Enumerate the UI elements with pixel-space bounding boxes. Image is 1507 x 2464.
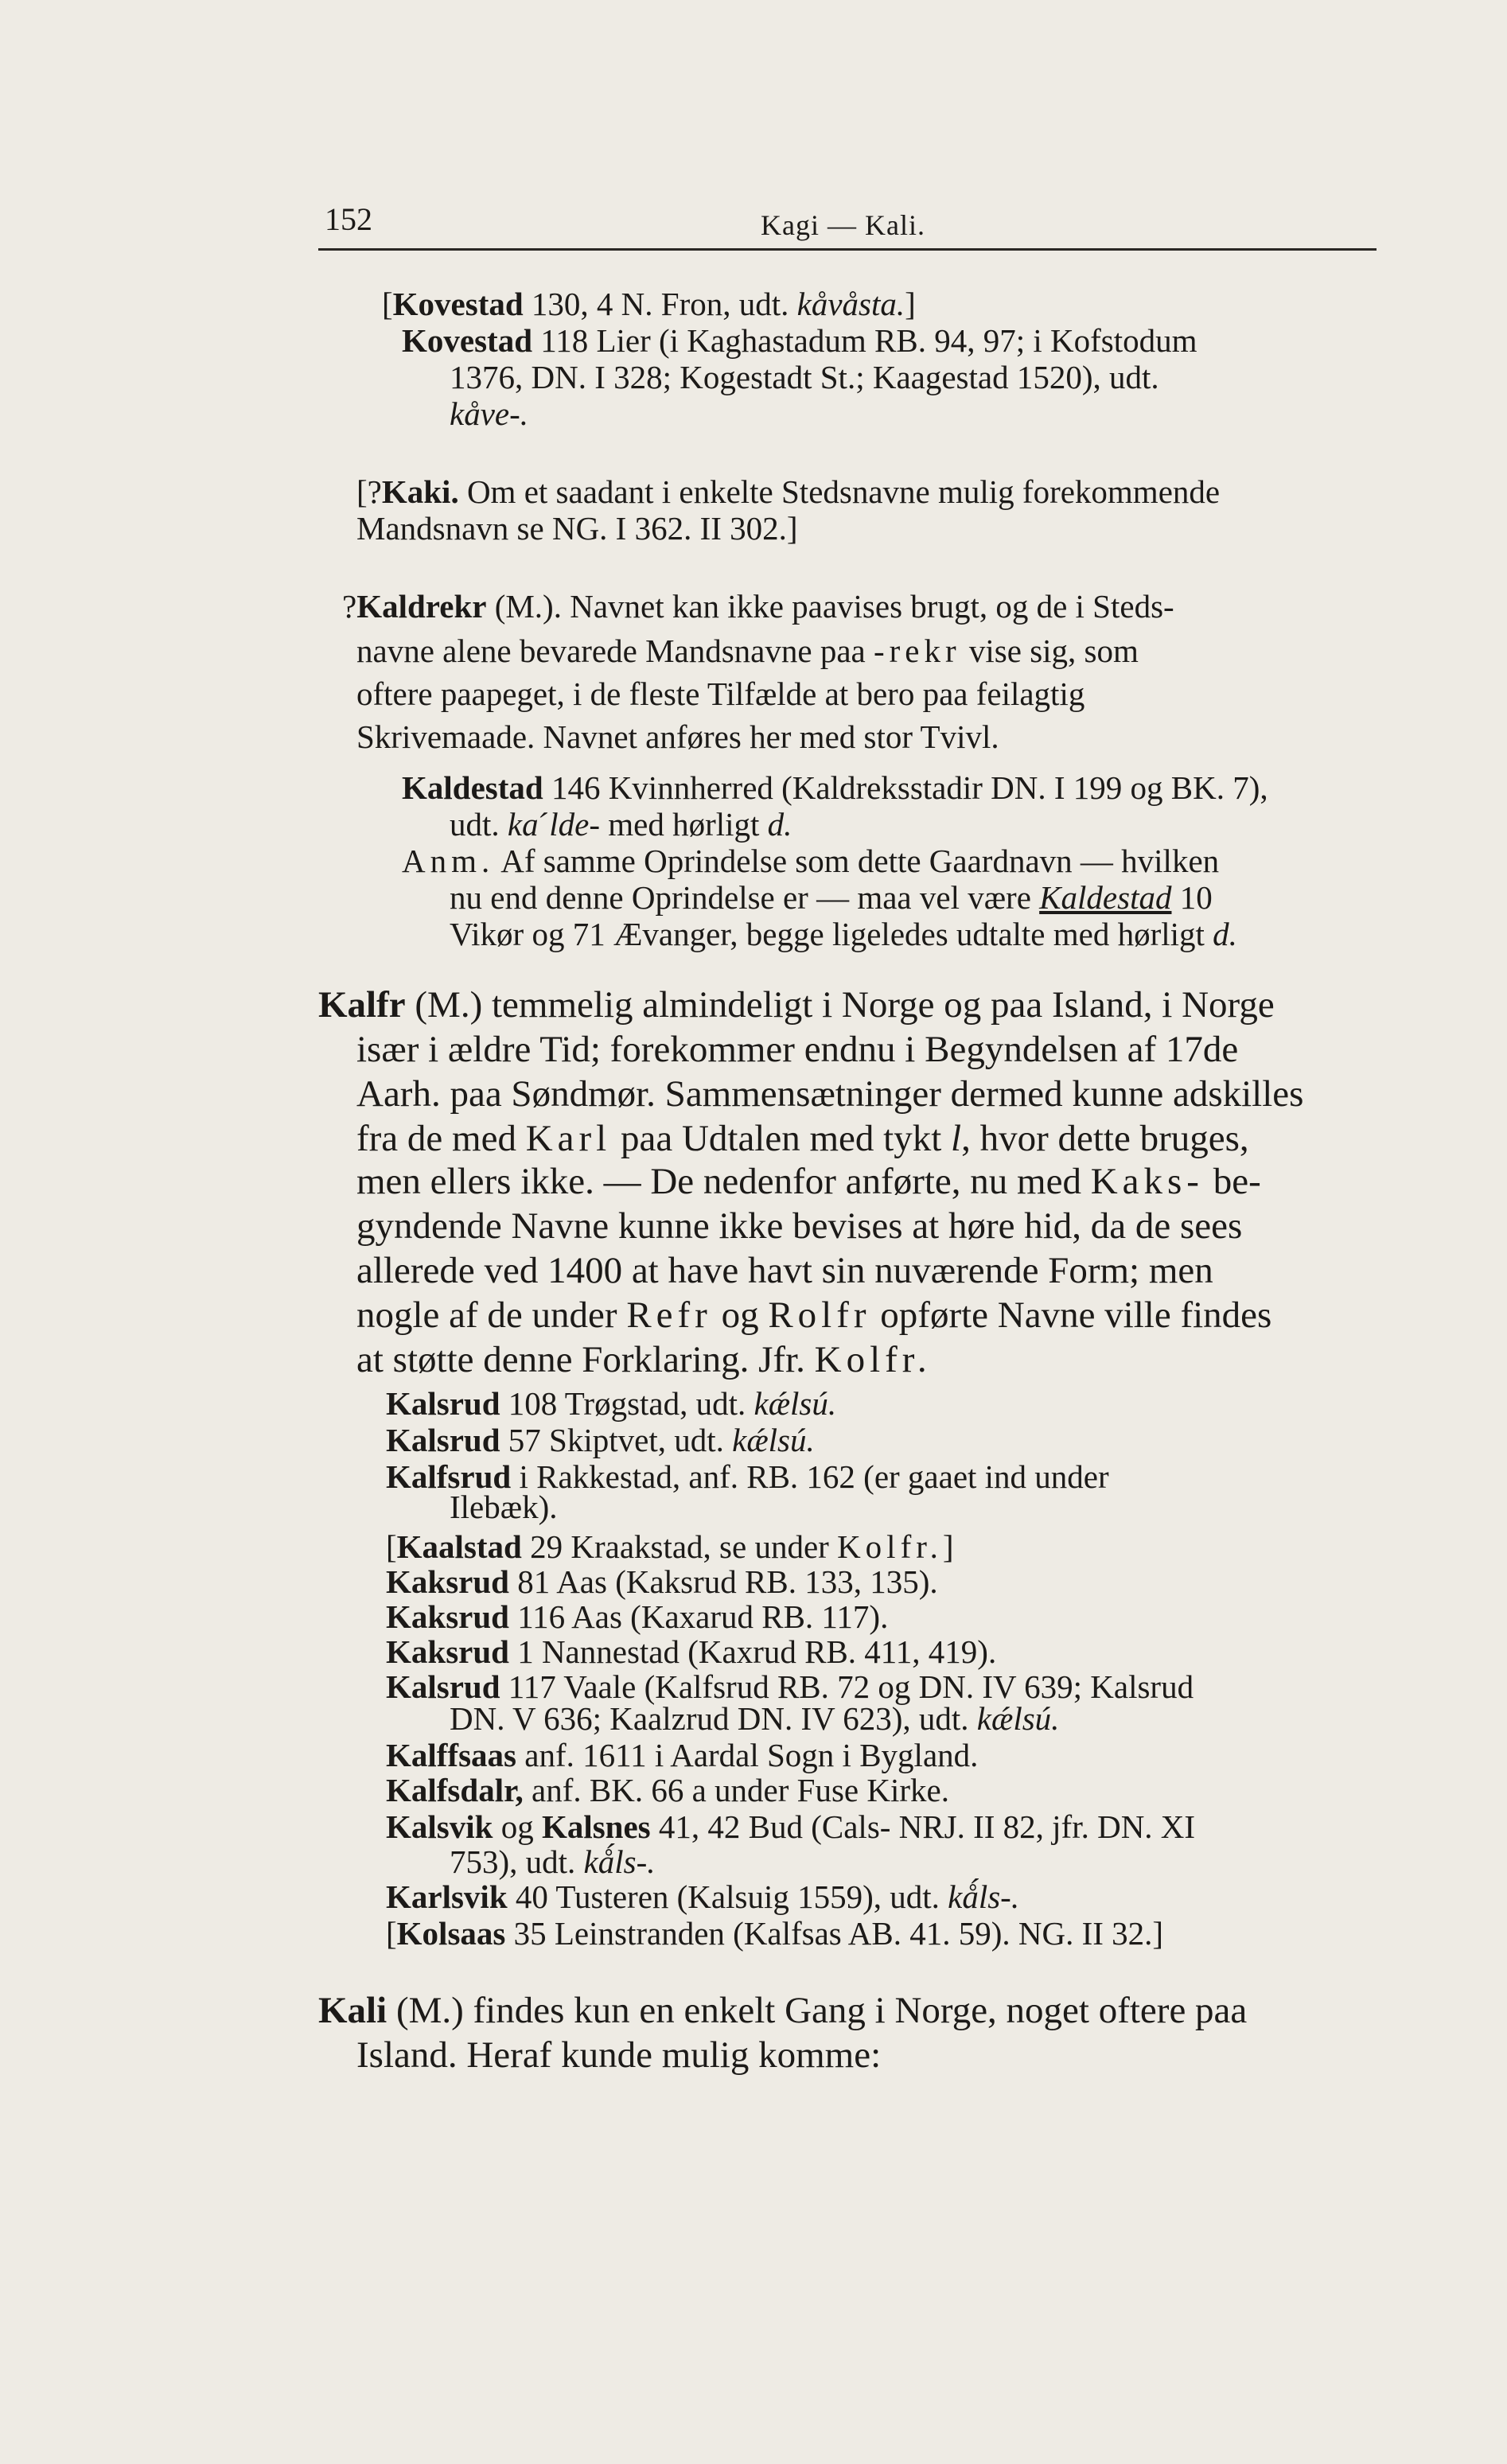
text-line [450,879,1213,916]
pronunciation: kǻls-. [583,1843,656,1880]
text-run: udt. [450,806,508,843]
text-line [318,1992,1247,2030]
text-run: paa Udtalen med tykt [611,1118,952,1159]
text-run: Af samme Oprindelse som dette Gaardnavn — hvilken [494,843,1220,879]
text-run: i Rakkestad, anf. RB. 162 (er gaaet ind under [511,1458,1109,1495]
entry-headword: Kolsaas [396,1915,506,1952]
text-run: [ [386,1528,397,1565]
text-run: ? [342,588,357,625]
text-run: 41, 42 Bud (Cals- NRJ. II 82, jfr. DN. XI [650,1808,1196,1845]
text-run: be- [1203,1161,1261,1202]
entry-headword: Kalsnes [541,1808,651,1845]
text-run: nogle af de under [356,1294,627,1336]
entry-headword: Kalsvik [386,1808,493,1845]
pronunciation: l [951,1118,962,1159]
text-line [402,769,1268,806]
text-run: Mandsnavn se NG. I 362. II 302.] [356,510,798,547]
text-line [356,1073,1304,1115]
text-line [386,1774,949,1807]
text-line [386,1563,938,1600]
emphasized-name: Kaldestad [1039,879,1172,916]
text-run: 57 Skiptvet, udt. [500,1422,733,1458]
entry-headword: Kaksrud [386,1633,509,1670]
pronunciation: kåve-. [450,395,528,432]
text-run: med hørligt [600,806,768,843]
text-line [356,675,1085,712]
text-line [318,984,1275,1026]
text-line [386,1878,1020,1915]
text-run: [? [356,473,382,510]
text-run: 117 Vaale (Kalfsrud RB. 72 og DN. IV 639; Kalsrud [500,1668,1194,1705]
text-line [386,1528,954,1565]
entry-headword: Kovestad [392,286,524,322]
pronunciation: kǽlsú. [754,1385,837,1422]
text-line [356,1031,1238,1069]
entry-headword: Kalsrud [386,1668,500,1705]
text-line [386,1598,889,1635]
text-line [356,1252,1213,1290]
entry-headword: Kalsrud [386,1422,500,1458]
entry-headword: Kalffsaas [386,1737,516,1773]
text-line [450,918,1237,951]
text-run: og [493,1808,542,1845]
text-line [450,361,1159,394]
text-run: 130, 4 N. Fron, udt. [523,286,797,322]
text-run: DN. V 636; Kaalzrud DN. IV 623), udt. [450,1700,977,1737]
text-line [386,1424,815,1457]
text-run: ] [942,1528,954,1565]
text-line [382,288,916,321]
pronunciation: d. [1213,916,1237,952]
text-line [342,590,1174,623]
text-run: Om et saadant i enkelte Stedsnavne mulig forekommende [458,473,1221,510]
spaced-name: Kaks- [1090,1161,1204,1202]
entry-headword: Kalfsdalr, [386,1772,524,1808]
text-line [450,808,792,841]
text-run: vise sig, som [960,633,1139,669]
text-line [402,322,1197,359]
text-run: anf. 1611 i Aardal Sogn i Bygland. [516,1737,979,1773]
text-run: [ [382,286,393,322]
entry-headword: Kali [318,1990,387,2031]
pronunciation: d. [767,806,792,843]
text-line [356,1294,1272,1336]
text-line [386,1633,997,1670]
text-run: Ilebæk). [450,1489,558,1525]
spaced-name: Kolfr. [837,1528,943,1565]
entry-headword: Kaksrud [386,1563,509,1600]
text-line [356,1205,1243,1247]
text-line [386,1739,978,1772]
page-number: 152 [325,201,372,237]
pronunciation: kǻls-. [948,1878,1020,1915]
spaced-name: Rolfr [768,1294,871,1336]
text-run: at støtte denne Forklaring. Jfr. [356,1339,815,1380]
text-line [386,1668,1194,1705]
text-run: 146 Kvinnherred (Kaldreksstadir DN. I 199 og BK. 7), [543,769,1268,806]
entry-headword: Kaksrud [386,1598,509,1635]
text-run: allerede ved 1400 at have havt sin nuværende Form; men [356,1250,1213,1291]
text-run: 1 Nannestad (Kaxrud RB. 411, 419). [508,1633,997,1670]
text-line [450,1491,558,1524]
text-run: 1376, DN. I 328; Kogestadt St.; Kaagestad 1520), udt. [450,359,1159,395]
spaced-name: Kolfr. [814,1339,932,1380]
text-run: men ellers ikke. — De nedenfor anførte, nu med [356,1161,1091,1202]
text-run: Aarh. paa Søndmør. Sammensætninger dermed kunne adskilles [356,1073,1304,1115]
pronunciation: kǽlsú. [976,1700,1060,1737]
entry-headword: Kaki. [381,473,459,510]
entry-headword: Kaldestad [402,769,543,806]
text-run: 116 Aas (Kaxarud RB. 117). [508,1598,889,1635]
text-run: 753), udt. [450,1843,584,1880]
text-run: 29 Kraakstad, se under [521,1528,838,1565]
text-line [386,1808,1196,1845]
text-run: Vikør og 71 Ævanger, begge ligeledes udtalte med hørligt [450,916,1213,952]
text-line [450,1843,656,1880]
text-line [356,1163,1261,1201]
text-line [402,845,1219,878]
text-line [356,1120,1249,1158]
pronunciation: kǽlsú. [732,1422,815,1458]
text-run: gyndende Navne kunne ikke bevises at høre hid, da de sees [356,1205,1243,1247]
running-head: Kagi — Kali. [761,209,925,241]
text-run: (M.) temmelig almindeligt i Norge og paa Island, i Norge [405,984,1275,1026]
text-line [356,1341,932,1379]
text-run: og [711,1294,769,1336]
spaced-name: Anm. [402,843,495,879]
entry-headword: Kalfr [318,984,406,1026]
text-line [386,1917,1163,1950]
text-run: Skrivemaade. Navnet anføres her med stor Tvivl. [356,718,999,755]
text-run: nu end denne Oprindelse er — maa vel være [450,879,1040,916]
pronunciation: kåvåsta. [796,286,905,322]
text-run: ] [905,286,916,322]
text-run: oftere paapeget, i de fleste Tilfælde at bero paa feilagtig [356,675,1085,712]
text-run: anf. BK. 66 a under Fuse Kirke. [523,1772,949,1808]
text-line [356,2034,882,2076]
text-line [356,718,999,755]
text-line [356,512,798,545]
entry-headword: Karlsvik [386,1878,508,1915]
entry-headword: Kovestad [402,322,532,359]
text-run: Island. Heraf kunde mulig komme: [356,2034,882,2076]
text-line [356,635,1139,668]
entry-headword: Kaalstad [396,1528,522,1565]
spaced-name: -rekr [873,633,961,669]
spaced-name: Karl [525,1118,612,1159]
text-run: navne alene bevarede Mandsnavne paa [356,633,874,669]
text-run: 40 Tusteren (Kalsuig 1559), udt. [507,1878,948,1915]
entry-headword: Kalsrud [386,1385,500,1422]
text-line [450,395,528,432]
text-line [356,473,1221,510]
text-run: , hvor dette bruges, [961,1118,1249,1159]
text-run: 81 Aas (Kaksrud RB. 133, 135). [508,1563,938,1600]
text-run: 118 Lier (i Kaghastadum RB. 94, 97; i Kofstodum [532,322,1197,359]
spaced-name: Refr [626,1294,712,1336]
text-run: opførte Navne ville findes [870,1294,1272,1336]
text-run: [ [386,1915,397,1952]
page-header [318,200,1377,251]
text-run: (M.). Navnet kan ikke paavises brugt, og de i Steds- [486,588,1174,625]
entry-headword: Kaldrekr [356,588,487,625]
pronunciation: kaˊlde- [507,806,600,843]
text-run: fra de med [356,1118,526,1159]
text-run: (M.) findes kun en enkelt Gang i Norge, noget oftere paa [387,1990,1248,2031]
text-line [386,1385,837,1422]
text-line [450,1700,1060,1737]
text-run: 108 Trøgstad, udt. [500,1385,754,1422]
text-run: især i ældre Tid; forekommer endnu i Begyndelsen af 17de [356,1029,1239,1070]
entry-headword: Kalfsrud [386,1458,512,1495]
text-run: 10 [1171,879,1213,916]
text-run: 35 Leinstranden (Kalfsas AB. 41. 59). NG. II 32.] [505,1915,1164,1952]
